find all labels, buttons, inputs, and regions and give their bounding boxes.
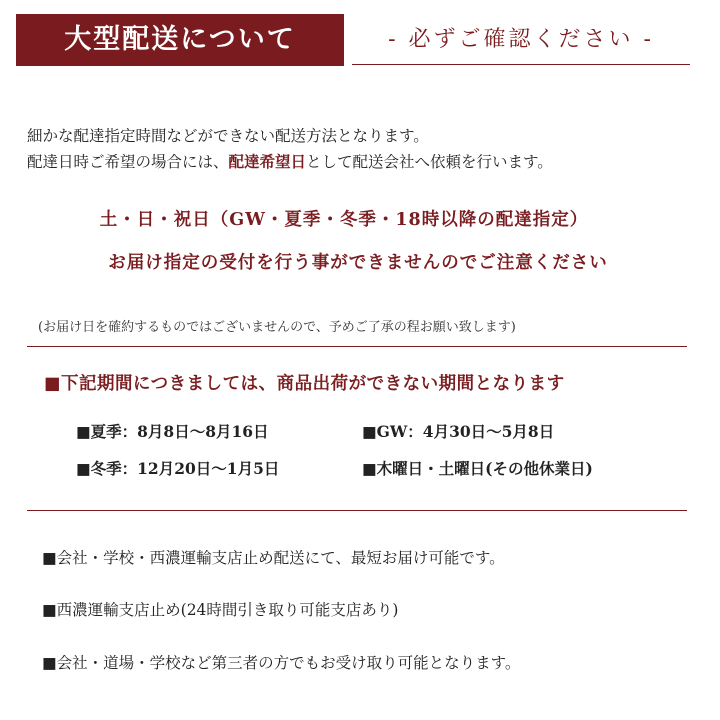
intro-line-2-before: 配達日時ご希望の場合には、 [27, 153, 229, 171]
intro-line-2 [27, 149, 553, 175]
closed-periods-heading: ■下記期間につきましては、商品出荷ができない期間となります [44, 374, 565, 394]
page-title: 大型配送について [16, 14, 344, 66]
intro-line-2-after: として配送会社へ依頼を行います。 [306, 153, 553, 171]
intro-line-2-accent: 配達希望日 [228, 152, 307, 171]
notice-line-2: お届け指定の受付を行う事ができませんのでご注意ください [108, 253, 608, 273]
page-subtitle: - 必ずご確認ください - [388, 27, 654, 52]
period-summer: ■夏季：8月8日～8月16日 [76, 422, 269, 441]
delivery-item-1: ■会社・学校・西濃運輸支店止め配送にて、最短お届け可能です。 [42, 549, 505, 567]
intro-line-1: 細かな配達指定時間などができない配送方法となります。 [27, 127, 429, 145]
notice-line-1: 土・日・祝日（GW・夏季・冬季・18時以降の配達指定） [99, 210, 589, 230]
divider-top [27, 346, 687, 347]
intro-text [27, 124, 553, 175]
delivery-item-3: ■会社・道場・学校など第三者の方でもお受け取り可能となります。 [42, 654, 521, 672]
period-gw: ■GW：4月30日～5月8日 [362, 422, 555, 441]
disclaimer-note: (お届け日を確約するものではございませんので、予めご了承の程お願い致します) [38, 320, 516, 335]
delivery-item-2: ■西濃運輸支店止め(24時間引き取り可能支店あり) [42, 601, 399, 619]
period-winter: ■冬季：12月20日～1月5日 [76, 459, 280, 478]
subtitle-underline [352, 64, 690, 65]
divider-bottom [27, 510, 687, 511]
period-weekdays: ■木曜日・土曜日(その他休業日) [362, 459, 593, 478]
